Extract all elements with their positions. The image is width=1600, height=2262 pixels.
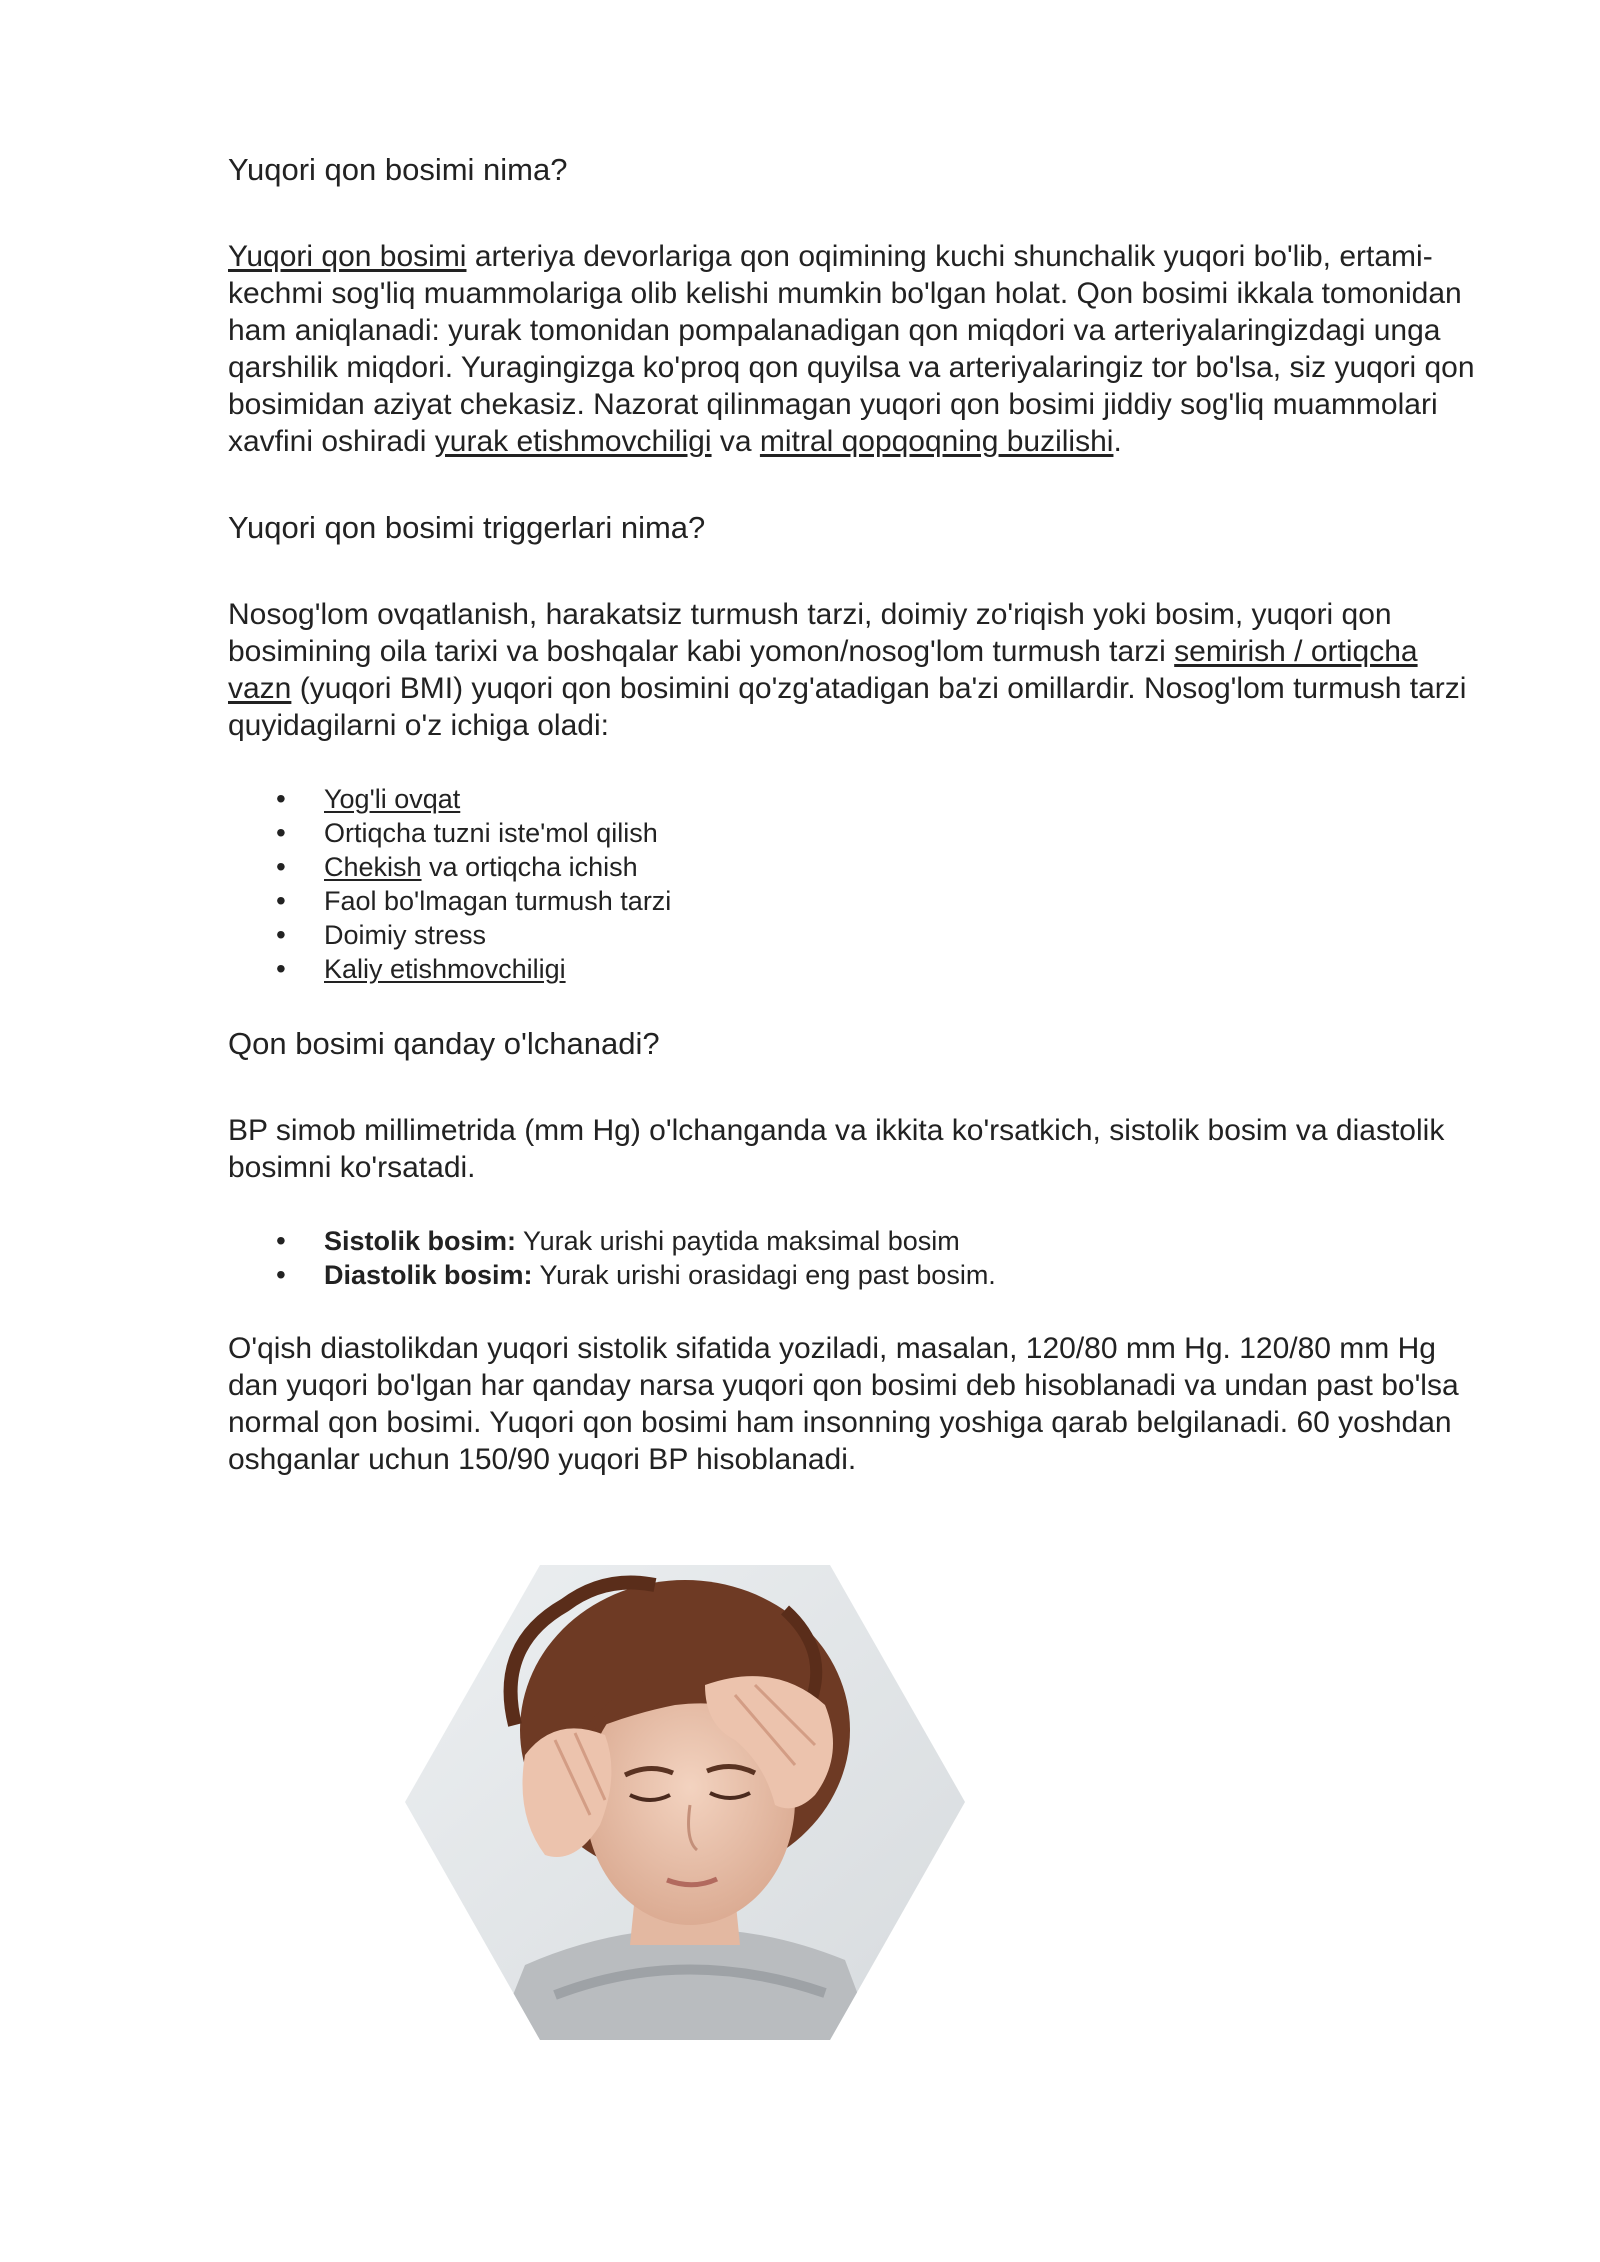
list-item [324,782,1488,816]
headache-woman-photo [405,1565,965,2040]
link-obesity[interactable]: semirish / ortiqcha vazn [228,635,1418,705]
heading-measurement: Qon bosimi qanday o'lchanadi? [228,1026,660,1061]
link-fatty-food[interactable]: Yog'li ovqat [324,784,461,814]
list-item: • Faol bo'lmagan turmush tarzi [324,884,1488,918]
article-body [228,150,1488,1478]
triggers-list [228,782,1488,986]
text-segment: Nosog'lom ovqatlanish, harakatsiz turmush tarzi, doimiy zo'riqish yoki bosim, yuqori qon bosimining oila tarixi va boshqalar kabi yomon/nosog'lom turmush tarzi [228,598,1392,668]
heading-triggers: Yuqori qon bosimi triggerlari nima? [228,510,706,545]
paragraph-triggers [228,596,1488,744]
link-heart-failure[interactable]: yurak etishmovchiligi [434,425,712,458]
heading-what-is-hbp: Yuqori qon bosimi nima? [228,152,568,187]
text-segment: (yuqori BMI) yuqori qon bosimini qo'zg'atadigan ba'zi omillardir. Nosog'lom turmush tarzi quyidagilarni o'z ichiga oladi: [228,672,1467,742]
text-segment: Yurak urishi paytida maksimal bosim [516,1226,960,1256]
text-segment: Yurak urishi orasidagi eng past bosim. [532,1260,996,1290]
list-item: • Doimiy stress [324,918,1488,952]
link-high-blood-pressure[interactable]: Yuqori qon bosimi [228,240,467,273]
paragraph-measurement: BP simob millimetrida (mm Hg) o'lchanganda va ikkita ko'rsatkich, sistolik bosim va diastolik bosimni ko'rsatadi. [228,1114,1445,1184]
text-segment: va ortiqcha ichish [421,852,638,882]
link-mitral-valve[interactable]: mitral qopqoqning buzilishi [759,425,1114,458]
label-systolic: Sistolik bosim: [324,1226,517,1256]
list-item: • Ortiqcha tuzni iste'mol qilish [324,816,1488,850]
paragraph-hbp-definition [228,238,1488,460]
text-segment: . [1113,425,1122,458]
paragraph-reading: O'qish diastolikdan yuqori sistolik sifatida yoziladi, masalan, 120/80 mm Hg. 120/80 mm Hg dan yuqori bo'lgan har qanday narsa yuqori qon bosimi deb hisoblanadi va undan past bo'lsa normal qon bosimi. Yuqori qon bosimi ham insonning yoshiga qarab belgilanadi. 60 yoshdan oshganlar uchun 150/90 yuqori BP hisoblanadi. [228,1332,1459,1476]
list-item [324,952,1488,986]
list-item [324,850,1488,884]
link-potassium-deficiency[interactable]: Kaliy etishmovchiligi [324,954,566,984]
list-item [324,1224,1488,1258]
label-diastolic: Diastolik bosim: [324,1260,533,1290]
text-segment: va [711,425,760,458]
text-segment: arteriya devorlariga qon oqimining kuchi shunchalik yuqori bo'lib, ertami-kechmi sog'liq muammolariga olib kelishi mumkin bo'lgan holat. Qon bosimi ikkala tomonidan ham aniqlanadi: yurak tomonidan pompalanadigan qon miqdori va arteriyalaringizdagi unga qarshilik miqdori. Yuragingizga ko'proq qon quyilsa va arteriyalaringiz tor bo'lsa, siz yuqori qon bosimidan aziyat chekasiz. Nazorat qilinmagan yuqori qon bosimi jiddiy sog'liq muammolari xavfini oshiradi [228,240,1475,458]
pressure-types-list [228,1224,1488,1292]
list-item [324,1258,1488,1292]
link-smoking[interactable]: Chekish [324,852,422,882]
